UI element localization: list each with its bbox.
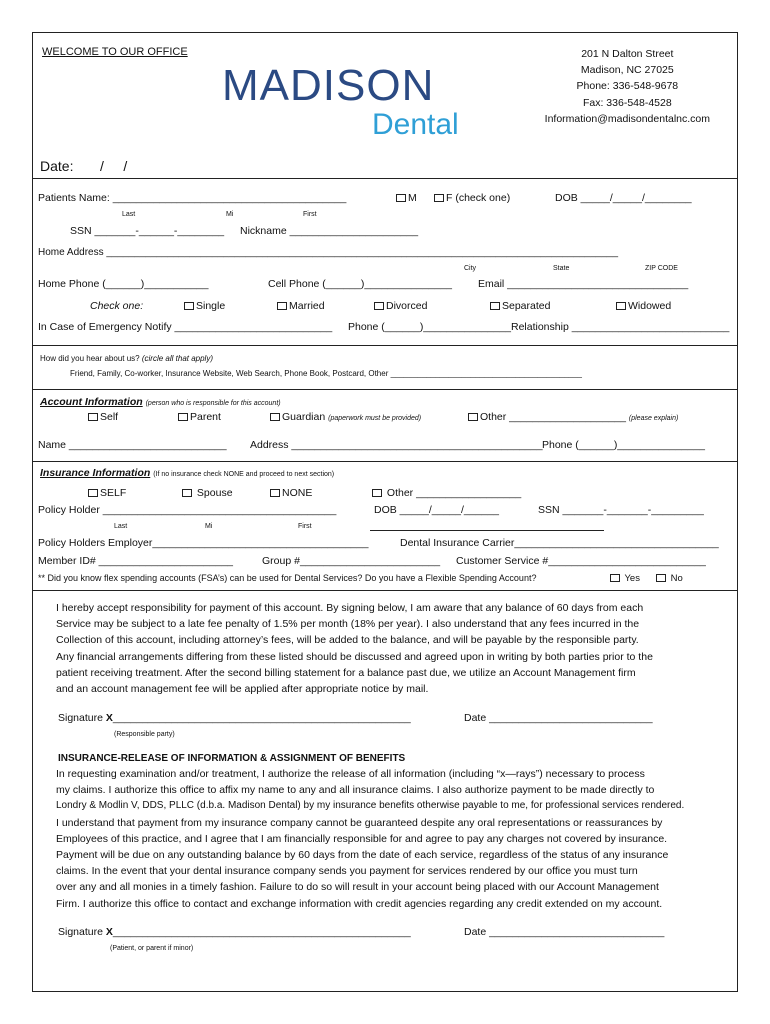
insurance-title: Insurance Information [40,467,151,479]
option-label: Guardian [282,411,326,423]
sex-f-option[interactable] [434,192,510,205]
insurance-heading [40,467,334,481]
policy-holder-ssn-field[interactable]: SSN _______-_______-_________ [538,504,704,516]
insurance-other-option[interactable] [372,487,521,500]
checkbox[interactable] [434,194,444,202]
marital-label: Widowed [628,300,672,312]
paragraph-line: Collection of this account, including attorney’s fees, will be added to the balance, and will be payable by the responsible party. [56,634,639,647]
insurance-spouse-option[interactable] [182,487,233,500]
home-address-field[interactable]: Home Address ____________________________________________________________________________________________ [38,247,619,258]
insurance-note: (If no insurance check NONE and proceed to next section) [153,471,335,478]
sex-m-label: M [408,192,417,204]
fsa-no-option[interactable] [656,572,683,585]
marital-separated-option[interactable] [490,300,550,313]
referral-question-text: How did you hear about us? [40,354,140,363]
option-label: Self [100,411,119,423]
marital-label: Separated [502,300,551,312]
account-phone-field[interactable]: Phone (______)_______________ [542,439,705,451]
sublabel-mi: Mi [226,211,234,218]
marital-divorced-option[interactable] [374,300,427,313]
ssn-field[interactable]: SSN _______-______-________ [70,225,225,237]
welcome-heading: WELCOME TO OUR OFFICE [42,46,188,58]
sublabel-state: State [553,265,570,272]
sublabel-last: Last [114,523,128,530]
policy-holder-dob-field[interactable]: DOB _____/_____/______ [374,504,499,516]
cell-phone-field[interactable]: Cell Phone (______)_______________ [268,278,452,290]
paragraph-line: Employees of this practice, and I agree that I am financially responsible for and agree to pay any charges not covered by insurance. [56,832,668,845]
marital-single-option[interactable] [184,300,225,313]
signature-label: Signature [58,712,103,724]
patient-signature-field[interactable] [58,926,411,939]
other-note: (please explain) [628,415,679,422]
option-label: Other __________________ [386,487,522,499]
office-email: Information@madisondentalnc.com [544,112,710,125]
paragraph-line: Firm. I authorize this office to contact and exchange information with credit agencies regarding any credit extended on my account. [56,897,663,910]
section-divider [32,345,738,346]
insurance-self-option[interactable] [88,487,126,500]
account-title: Account Information [40,396,143,408]
relationship-field[interactable]: Relationship ___________________________ [511,321,730,333]
account-other-option[interactable] [468,411,678,425]
emergency-phone-field[interactable]: Phone (______)_______________ [348,321,511,333]
signature-label: Signature [58,926,103,938]
checkbox[interactable] [396,194,406,202]
customer-service-field[interactable]: Customer Service #___________________________ [456,555,706,567]
marital-label: Single [196,300,226,312]
responsible-signature-field[interactable] [58,712,411,725]
option-label: No [670,573,683,584]
signature-x: X [105,712,113,724]
group-number-field[interactable]: Group #________________________ [262,555,441,567]
office-fax: Fax: 336-548-4528 [582,96,672,109]
checkbox[interactable] [184,302,194,310]
account-parent-option[interactable] [178,411,221,424]
sex-m-option[interactable] [396,192,417,205]
carrier-field[interactable]: Dental Insurance Carrier___________________________________ [400,537,719,549]
release-paragraph [56,766,732,912]
marital-label: Divorced [386,300,428,312]
checkbox[interactable] [88,413,98,421]
sublabel-first: First [303,211,317,218]
date-label: Date: [40,158,74,174]
account-self-option[interactable] [88,411,118,424]
option-label: NONE [282,487,313,499]
option-label: Yes [624,573,640,584]
paragraph-line: patient receiving treatment. After the second billing statement for a balance past due, we utilize an Account Management firm [56,666,636,679]
checkbox[interactable] [270,489,280,497]
checkbox[interactable] [88,489,98,497]
paragraph-line: claims. In the event that your dental insurance company sends you payment for services rendered by our office you must turn [56,865,638,878]
checkbox[interactable] [182,489,192,497]
address-street: 201 N Dalton Street [581,48,674,60]
checkbox[interactable] [490,302,500,310]
emergency-contact-field[interactable]: In Case of Emergency Notify ___________________________ [38,321,333,333]
option-label: Parent [190,411,221,423]
signature-line: ___________________________________________________ [112,712,411,724]
signature-line: ___________________________________________________ [112,926,411,938]
sex-f-label: F (check one) [446,192,511,204]
paragraph-line: I hereby accept responsibility for payment of this account. By signing below, I am aware that any balance of 60 days from each [56,602,644,614]
office-address [545,46,710,127]
date-field[interactable]: / / [100,158,128,174]
checkbox[interactable] [610,574,620,582]
fsa-yes-option[interactable] [610,572,640,585]
paragraph-line: I understand that payment from my insurance company cannot be guaranteed despite any oral representations or reassurances by [56,816,663,829]
sublabel-zip: ZIP CODE [645,265,678,272]
checkbox[interactable] [178,413,188,421]
marital-widowed-option[interactable] [616,300,671,313]
patient-date-field[interactable]: Date ______________________________ [464,926,665,938]
option-label: SELF [100,487,127,499]
sublabel-mi: Mi [205,523,213,530]
checkbox[interactable] [468,413,478,421]
office-phone: Phone: 336-548-9678 [576,80,679,93]
option-label: Other ____________________ [480,411,626,423]
employer-field[interactable]: Policy Holders Employer_____________________________________ [38,537,369,549]
paragraph-line: Any financial arrangements differing from these listed should be discussed and agreed upon in writing by both parties prior to the [56,650,653,663]
responsible-party-note: (Responsible party) [114,731,175,738]
email-field[interactable]: Email _______________________________ [478,278,689,290]
patient-signature-note: (Patient, or parent if minor) [110,945,194,952]
account-guardian-option[interactable] [270,411,421,425]
referral-note: (circle all that apply) [141,354,213,363]
paragraph-line: Payment will be due on any outstanding balance by 60 days from the date of each service, regardless of the status of any insurance [56,849,669,862]
marital-married-option[interactable] [277,300,325,313]
section-divider [32,461,738,462]
fsa-question: ** Did you know flex spending accounts (FSA’s) can be used for Dental Services? Do you have a Flexible Spending Account? [38,573,537,583]
section-divider [32,178,738,179]
account-address-field[interactable]: Address ___________________________________________ [250,439,543,451]
sublabel-first: First [298,523,312,530]
member-id-field[interactable]: Member ID# _______________________ [38,555,233,567]
paragraph-line: and an account management fee will be applied after appropriate notice by mail. [56,683,429,696]
home-phone-field[interactable]: Home Phone (______)___________ [38,278,209,290]
patient-name-field[interactable]: Patients Name: ________________________________________ [38,192,347,204]
policy-holder-field[interactable]: Policy Holder ________________________________________ [38,504,337,516]
section-divider [32,389,738,390]
address-city: Madison, NC 27025 [580,64,674,77]
checkbox[interactable] [656,574,666,582]
paragraph-line: Londry & Modlin V, DDS, PLLC (d.b.a. Madison Dental) by my insurance benefits otherwise payable to me, for professional services rendered. [56,800,685,812]
logo-dental: Dental [372,108,459,141]
checkbox[interactable] [374,302,384,310]
section-divider [32,590,738,591]
paragraph-line: my claims. I authorize this office to affix my name to any and all insurance claims. I also authorize payment to be made directly to [56,784,655,797]
account-heading [40,396,281,410]
release-title: INSURANCE-RELEASE OF INFORMATION & ASSIGNMENT OF BENEFITS [58,753,406,764]
patient-dob-field[interactable]: DOB _____/_____/________ [555,192,692,204]
checkbox[interactable] [270,413,280,421]
checkbox[interactable] [277,302,287,310]
responsible-date-field[interactable]: Date ____________________________ [464,712,653,724]
referral-options[interactable]: Friend, Family, Co-worker, Insurance Website, Web Search, Phone Book, Postcard, Other ___________________________________________ [70,369,582,378]
signature-x: X [105,926,113,938]
option-label: Spouse [196,487,233,499]
marital-label: Married [289,300,325,312]
logo-madison: MADISON [222,61,435,110]
sublabel-city: City [464,265,477,272]
paragraph-line: Service may be subject to a late fee penalty of 1.5% per month (18% per year). I also understand that any fees incurred in the [56,618,640,631]
check-one-label: Check one: [90,300,144,312]
checkbox[interactable] [616,302,626,310]
responsibility-paragraph [56,600,728,697]
paragraph-line: In requesting examination and/or treatment, I authorize the release of all information (including “x—rays”) necessary to process [56,768,645,780]
account-name-field[interactable]: Name ___________________________ [38,439,227,451]
nickname-field[interactable]: Nickname ______________________ [240,225,419,237]
referral-question [40,352,213,365]
underline [370,530,604,531]
checkbox[interactable] [372,489,382,497]
account-note: (person who is responsible for this account) [145,400,281,407]
paragraph-line: over any and all monies in a timely fashion. Failure to do so will result in your account being placed with our Account Management [56,881,659,894]
sublabel-last: Last [122,211,136,218]
insurance-none-option[interactable] [270,487,312,500]
guardian-note: (paperwork must be provided) [328,415,422,422]
